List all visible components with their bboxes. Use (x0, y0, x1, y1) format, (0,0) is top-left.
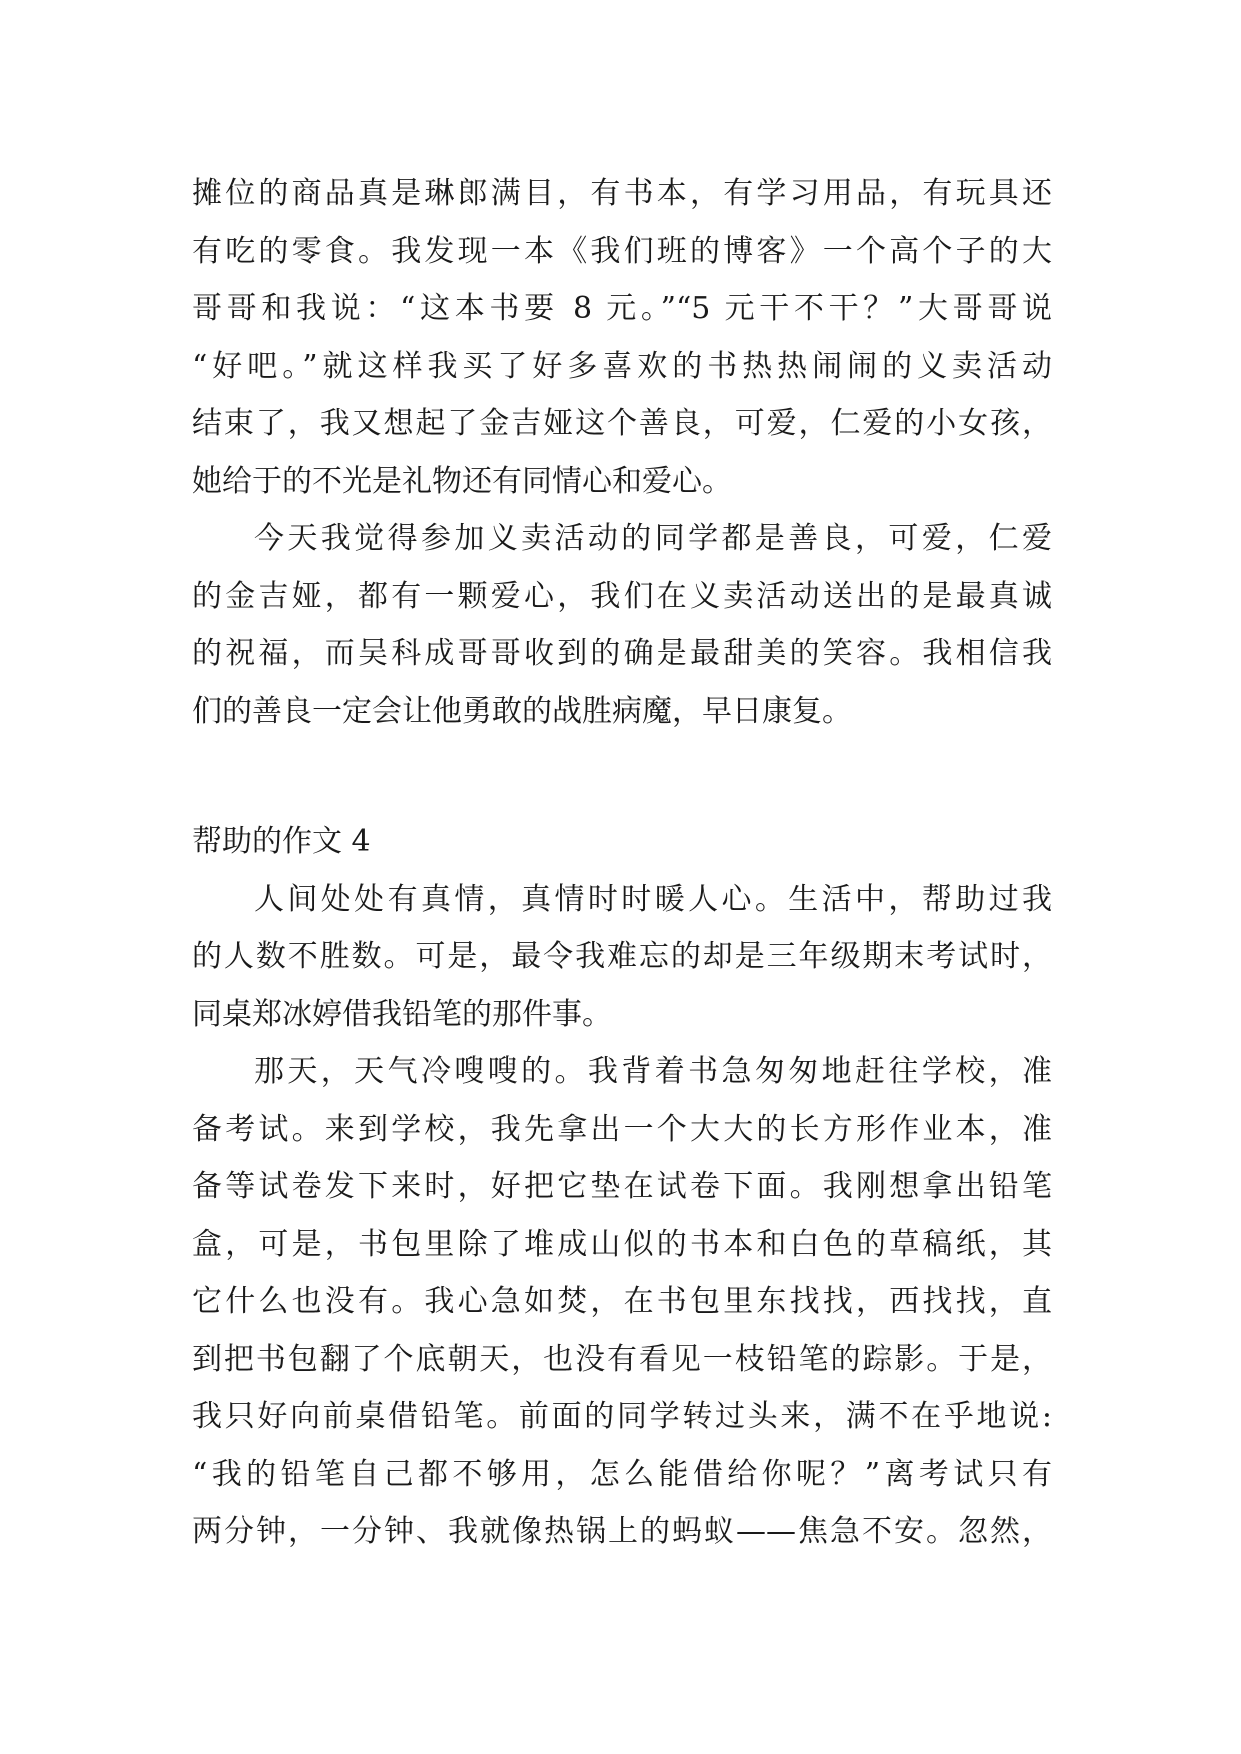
text-line: 今天我觉得参加义卖活动的同学都是善良，可爱，仁爱 (254, 521, 1052, 556)
text-line: 哥哥和我说：“这本书要 8 元。”“5 元干不干？”大哥哥说 (192, 291, 1052, 326)
text-line: 盒，可是，书包里除了堆成山似的书本和白色的草稿纸，其 (192, 1226, 1052, 1262)
text-line: 的祝福，而吴科成哥哥收到的确是最甜美的笑容。我相信我 (192, 636, 1052, 671)
paragraph-4 (192, 1043, 1052, 1561)
document-body (192, 165, 1052, 1561)
section-gap (192, 740, 1052, 813)
paragraph-1 (192, 165, 1052, 510)
text-line: 人间处处有真情，真情时时暖人心。生活中，帮助过我 (254, 881, 1052, 917)
text-line: 结束了，我又想起了金吉娅这个善良，可爱，仁爱的小女孩， (192, 406, 1052, 441)
section-heading (192, 813, 1052, 871)
text-line: “我的铅笔自己都不够用，怎么能借给你呢？”离考试只有 (192, 1456, 1052, 1492)
text-line: 的人数不胜数。可是，最令我难忘的却是三年级期末考试时， (192, 939, 1052, 974)
text-line: 到把书包翻了个底朝天，也没有看见一枝铅笔的踪影。于是， (192, 1341, 1052, 1377)
text-line: 我只好向前桌借铅笔。前面的同学转过头来，满不在乎地说: (192, 1399, 1052, 1434)
text-line: 的金吉娅，都有一颗爱心，我们在义卖活动送出的是最真诚 (192, 578, 1052, 614)
text-line: 备考试。来到学校，我先拿出一个大大的长方形作业本，准 (192, 1111, 1052, 1147)
text-line: “好吧。”就这样我买了好多喜欢的书热热闹闹的义卖活动 (192, 348, 1052, 384)
text-line: 那天，天气冷嗖嗖的。我背着书急匆匆地赶往学校，准 (254, 1054, 1052, 1089)
paragraph-2 (192, 510, 1052, 740)
text-line: 摊位的商品真是琳郎满目，有书本，有学习用品，有玩具还 (192, 176, 1052, 211)
heading-text: 帮助的作文 4 (192, 824, 371, 859)
text-line: 备等试卷发下来时，好把它垫在试卷下面。我刚想拿出铅笔 (192, 1169, 1052, 1204)
text-line: 它什么也没有。我心急如焚，在书包里东找找，西找找，直 (192, 1284, 1052, 1319)
paragraph-3 (192, 871, 1052, 1044)
text-line: 同桌郑冰婷借我铅笔的那件事。 (192, 996, 612, 1032)
text-line: 两分钟，一分钟、我就像热锅上的蚂蚁——焦急不安。忽然， (192, 1514, 1052, 1549)
text-line: 她给于的不光是礼物还有同情心和爱心。 (192, 463, 732, 499)
text-line: 们的善良一定会让他勇敢的战胜病魔，早日康复。 (192, 693, 852, 729)
text-line: 有吃的零食。我发现一本《我们班的博客》一个高个子的大 (192, 233, 1052, 269)
